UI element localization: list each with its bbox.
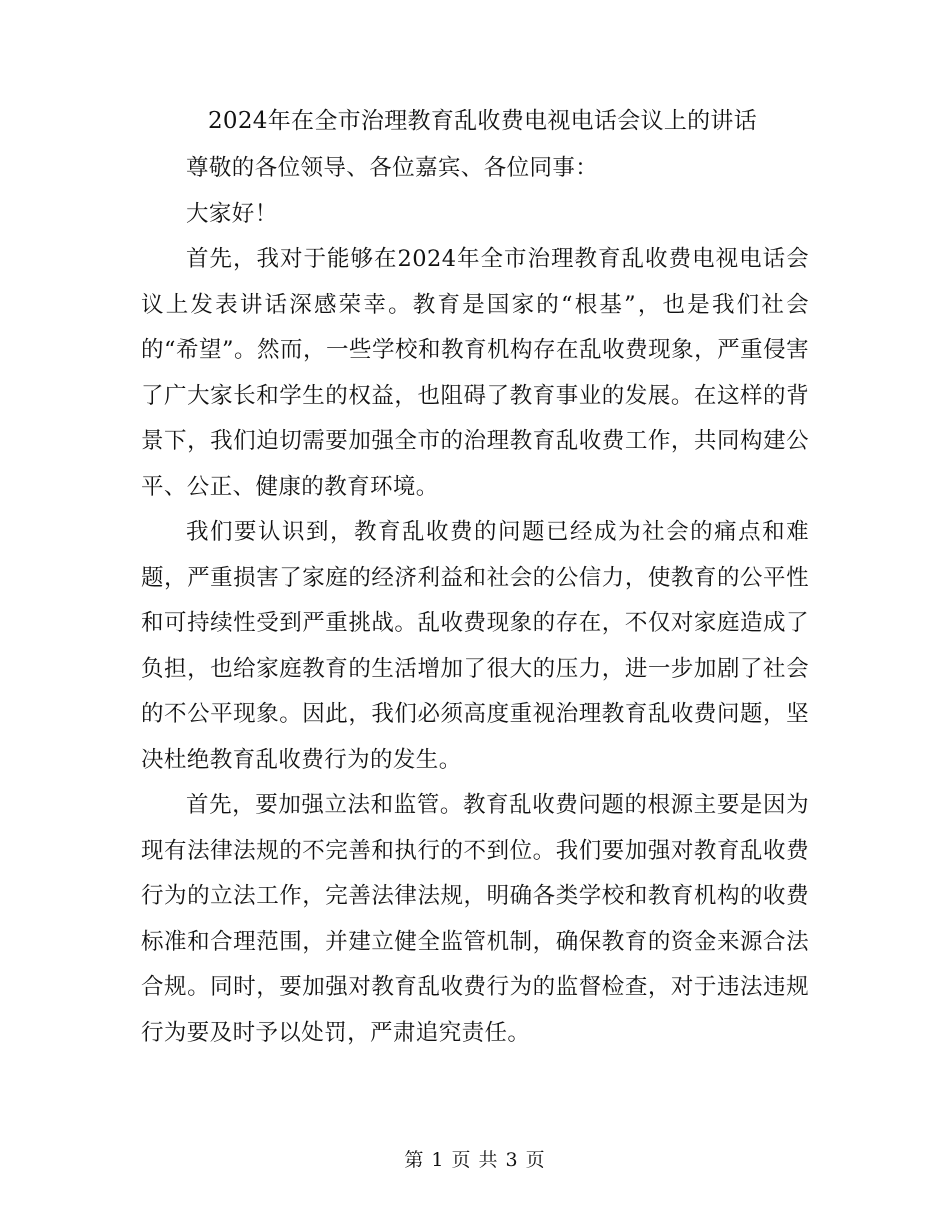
- body-paragraph: 首先，我对于能够在2024年全市治理教育乱收费电视电话会议上发表讲话深感荣幸。教育是国家的“根基”，也是我们社会的“希望”。然而，一些学校和教育机构存在乱收费现象，严重侵害了广大家长和学生的权益，也阻碍了教育事业的发展。在这样的背景下，我们迫切需要加强全市的治理教育乱收费工作，共同构建公平、公正、健康的教育环境。: [141, 246, 809, 500]
- document-title: 2024年在全市治理教育乱收费电视电话会议上的讲话: [208, 108, 758, 134]
- body-paragraph: 首先，要加强立法和监管。教育乱收费问题的根源主要是因为现有法律法规的不完善和执行的不到位。我们要加强对教育乱收费行为的立法工作，完善法律法规，明确各类学校和教育机构的收费标准和合理范围，并建立健全监管机制，确保教育的资金来源合法合规。同时，要加强对教育乱收费行为的监督检查，对于违法违规行为要及时予以处罚，严肃追究责任。: [141, 792, 809, 1046]
- body-paragraph: 我们要认识到，教育乱收费的问题已经成为社会的痛点和难题，严重损害了家庭的经济利益和社会的公信力，使教育的公平性和可持续性受到严重挑战。乱收费现象的存在，不仅对家庭造成了负担，也给家庭教育的生活增加了很大的压力，进一步加剧了社会的不公平现象。因此，我们必须高度重视治理教育乱收费问题，坚决杜绝教育乱收费行为的发生。: [141, 519, 809, 773]
- page-number-footer: 第 1 页 共 3 页: [404, 1149, 546, 1171]
- document-body: [141, 146, 809, 1056]
- greeting-line: 尊敬的各位领导、各位嘉宾、各位同事：: [186, 155, 599, 181]
- salutation-line: 大家好！: [186, 200, 278, 227]
